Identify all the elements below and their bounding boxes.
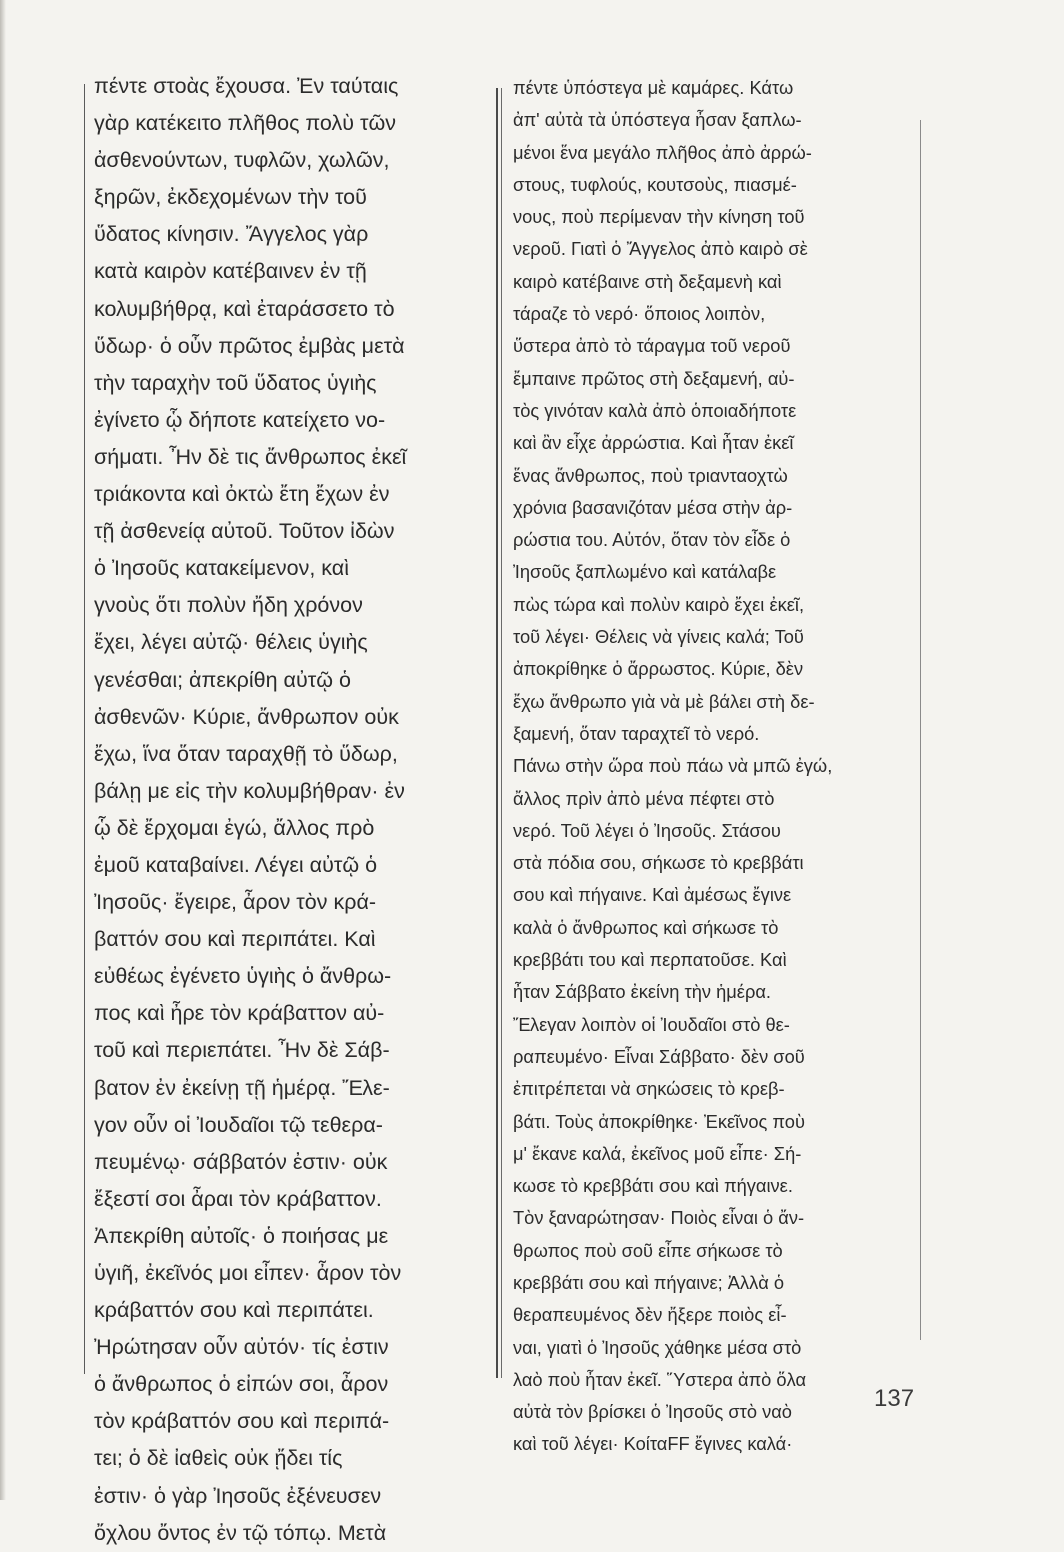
text-line: μ' ἔκανε καλά, ἐκεῖνος μοῦ εἶπε· Σή- bbox=[513, 1142, 802, 1164]
text-line: καὶ ἂν εἶχε ἀρρώστια. Καὶ ἦταν ἐκεῖ bbox=[513, 432, 794, 454]
text-line: ὕστερα ἀπὸ τὸ τάραγμα τοῦ νεροῦ bbox=[513, 335, 791, 357]
text-line: ἀσθενούντων, τυφλῶν, χωλῶν, bbox=[94, 148, 390, 173]
text-line: ὁ ἄνθρωπος ὁ εἰπών σοι, ἆρον bbox=[94, 1372, 389, 1397]
text-line: ἦταν Σάββατο ἐκείνη τὴν ἡμέρα. bbox=[513, 981, 771, 1003]
text-line: Ἠρώτησαν οὖν αὐτόν· τίς ἐστιν bbox=[94, 1335, 389, 1360]
text-line: Ἔλεγαν λοιπὸν οἱ Ἰουδαῖοι στὸ θε- bbox=[513, 1013, 790, 1035]
text-line: ἔχω ἄνθρωπο γιὰ νὰ μὲ βάλει στὴ δε- bbox=[513, 690, 815, 712]
text-line: ὄχλου ὄντος ἐν τῷ τόπῳ. Μετὰ bbox=[94, 1520, 387, 1545]
text-line: σήματι. Ἦν δὲ τις ἄνθρωπος ἐκεῖ bbox=[94, 444, 407, 469]
text-line: Τὸν ξαναρώτησαν· Ποιὸς εἶναι ὁ ἄν- bbox=[513, 1207, 805, 1229]
text-line: τοῦ καὶ περιεπάτει. Ἦν δὲ Σάβ- bbox=[94, 1038, 390, 1063]
text-line: τάραζε τὸ νερό· ὅποιος λοιπὸν, bbox=[513, 303, 766, 325]
text-line: γὰρ κατέκειτο πλῆθος πολὺ τῶν bbox=[94, 111, 396, 136]
text-line: ἐστιν· ὁ γὰρ Ἰησοῦς ἐξένευσεν bbox=[94, 1483, 382, 1508]
text-line: ἐπιτρέπεται νὰ σηκώσεις τὸ κρεβ- bbox=[513, 1078, 785, 1100]
text-line: πὼς τώρα καὶ πολὺν καιρὸ ἔχει ἐκεῖ, bbox=[513, 593, 805, 615]
text-line: ὕδατος κίνησιν. Ἄγγελος γὰρ bbox=[94, 222, 369, 247]
text-line: νερό. Τοῦ λέγει ὁ Ἰησοῦς. Στάσου bbox=[513, 819, 781, 841]
text-line: ὑγιῆ, ἐκεῖνός μοι εἶπεν· ἆρον τὸν bbox=[94, 1261, 402, 1285]
text-line: ἐμοῦ καταβαίνει. Λέγει αὐτῷ ὁ bbox=[94, 852, 378, 877]
page-number: 137 bbox=[874, 1385, 915, 1412]
text-line: σου καὶ πήγαινε. Καὶ ἀμέσως ἔγινε bbox=[513, 884, 792, 906]
text-line: νεροῦ. Γιατὶ ὁ Ἄγγελος ἀπὸ καιρὸ σὲ bbox=[513, 238, 808, 260]
text-line: κωσε τὸ κρεββάτι σου καὶ πήγαινε. bbox=[513, 1175, 793, 1197]
text-line: ραπευμένο· Εἶναι Σάββατο· δὲν σοῦ bbox=[513, 1045, 805, 1067]
text-line: στους, τυφλούς, κουτσοὺς, πιασμέ- bbox=[513, 173, 797, 195]
text-line: τὴν ταραχὴν τοῦ ὕδατος ὑγιὴς bbox=[94, 370, 377, 395]
text-line: ὕδωρ· ὁ οὖν πρῶτος ἐμβὰς μετὰ bbox=[94, 333, 405, 358]
text-line: θρωπος ποὺ σοῦ εἶπε σήκωσε τὸ bbox=[513, 1239, 783, 1261]
text-line: λαὸ ποὺ ἦταν ἐκεῖ. Ὕστερα ἀπὸ ὅλα bbox=[513, 1368, 807, 1390]
left-margin-rule bbox=[84, 84, 85, 1374]
text-line: Ἰησοῦς ξαπλωμένο καὶ κατάλαβε bbox=[513, 561, 777, 583]
text-line: τὸς γινόταν καλὰ ἀπὸ ὁποιαδήποτε bbox=[513, 399, 797, 421]
text-line: κρεββάτι σου καὶ πήγαινε; Ἀλλὰ ὁ bbox=[513, 1271, 785, 1293]
text-line: γενέσθαι; ἀπεκρίθη αὐτῷ ὁ bbox=[94, 667, 351, 692]
text-line: ἔξεστί σοι ἆραι τὸν κράβαττον. bbox=[94, 1186, 382, 1211]
text-line: χρόνια βασανιζόταν μέσα στὴν ἀρ- bbox=[513, 496, 793, 518]
text-line: βάλῃ με εἰς τὴν κολυμβήθραν· ἐν bbox=[94, 778, 405, 803]
text-line: καλὰ ὁ ἄνθρωπος καὶ σήκωσε τὸ bbox=[513, 916, 779, 938]
text-line: αὐτὰ τὸν βρίσκει ὁ Ἰησοῦς στὸ ναὸ bbox=[513, 1401, 792, 1423]
text-line: ἕνας ἄνθρωπος, ποὺ τριανταοχτὼ bbox=[513, 464, 788, 486]
ancient-greek-text-column bbox=[94, 68, 494, 1552]
text-line: τὸν κράβαττόν σου καὶ περιπά- bbox=[94, 1409, 390, 1434]
text-line: ξηρῶν, ἐκδεχομένων τὴν τοῦ bbox=[94, 185, 367, 210]
text-line: τει; ὁ δὲ ἰαθεὶς οὐκ ᾔδει τίς bbox=[94, 1446, 343, 1471]
text-line: ἄλλος πρὶν ἀπὸ μένα πέφτει στὸ bbox=[513, 787, 775, 809]
text-line: ὁ Ἰησοῦς κατακείμενον, καὶ bbox=[94, 556, 349, 581]
text-line: εὐθέως ἐγένετο ὑγιὴς ὁ ἄνθρω- bbox=[94, 964, 392, 989]
text-line: γνοὺς ὅτι πολὺν ἤδη χρόνον bbox=[94, 593, 363, 618]
page-edge-shadow bbox=[0, 0, 6, 1500]
text-line: καιρὸ κατέβαινε στὴ δεξαμενὴ καὶ bbox=[513, 270, 782, 292]
text-line: ρώστια του. Αὐτόν, ὅταν τὸν εἶδε ὁ bbox=[513, 529, 791, 551]
text-line: κολυμβήθρᾳ, καὶ ἐταράσσετο τὸ bbox=[94, 296, 395, 321]
text-line: ξαμενή, ὅταν ταραχτεῖ τὸ νερό. bbox=[513, 722, 760, 744]
text-line: τῇ ἀσθενείᾳ αὐτοῦ. Τοῦτον ἰδὼν bbox=[94, 519, 395, 544]
text-line: τοῦ λέγει· Θέλεις νὰ γίνεις καλά; Τοῦ bbox=[513, 626, 804, 648]
text-line: θεραπευμένος δὲν ἤξερε ποιὸς εἶ- bbox=[513, 1304, 787, 1326]
text-line: πος καὶ ἦρε τὸν κράβαττον αὐ- bbox=[94, 1001, 385, 1026]
text-line: ἀπ' αὐτὰ τὰ ὑπόστεγα ἦσαν ξαπλω- bbox=[513, 109, 802, 131]
text-line: ἀποκρίθηκε ὁ ἄρρωστος. Κύριε, δὲν bbox=[513, 658, 804, 680]
text-line: βατον ἐν ἐκείνῃ τῇ ἡμέρᾳ. Ἔλε- bbox=[94, 1075, 390, 1100]
text-line: Ἰησοῦς· ἔγειρε, ἆρον τὸν κρά- bbox=[94, 890, 377, 915]
column-divider-rule bbox=[496, 88, 498, 1378]
text-line: ἔμπαινε πρῶτος στὴ δεξαμενή, αὐ- bbox=[513, 367, 795, 389]
text-line: κράβαττόν σου καὶ περιπάτει. bbox=[94, 1298, 374, 1323]
text-line: κατὰ καιρὸν κατέβαινεν ἐν τῇ bbox=[94, 259, 367, 284]
text-line: ᾧ δὲ ἔρχομαι ἐγώ, ἄλλος πρὸ bbox=[94, 815, 375, 840]
text-line: κρεββάτι του καὶ περπατοῦσε. Καὶ bbox=[513, 949, 787, 971]
text-line: καὶ τοῦ λέγει· ΚοίταFF ἔγινες καλά· bbox=[513, 1433, 793, 1455]
modern-greek-translation-column bbox=[513, 72, 915, 1461]
text-line: ἔχει, λέγει αὐτῷ· θέλεις ὑγιὴς bbox=[94, 630, 368, 655]
text-line: πέντε στοὰς ἔχουσα. Ἐν ταύταις bbox=[94, 74, 399, 98]
right-margin-rule bbox=[920, 120, 921, 1340]
text-line: πέντε ὑπόστεγα μὲ καμάρες. Κάτω bbox=[513, 77, 794, 98]
text-line: βαττόν σου καὶ περιπάτει. Καὶ bbox=[94, 927, 376, 952]
text-line: πευμένῳ· σάββατόν ἐστιν· οὐκ bbox=[94, 1149, 388, 1174]
text-line: βάτι. Τοὺς ἀποκρίθηκε· Ἐκεῖνος ποὺ bbox=[513, 1110, 805, 1132]
text-line: στὰ πόδια σου, σήκωσε τὸ κρεββάτι bbox=[513, 852, 804, 874]
text-line: νους, ποὺ περίμεναν τὴν κίνηση τοῦ bbox=[513, 206, 805, 228]
text-line: ἀσθενῶν· Κύριε, ἄνθρωπον οὐκ bbox=[94, 704, 399, 729]
column-divider-rule-inner bbox=[501, 88, 502, 1378]
text-line: ἐγίνετο ᾧ δήποτε κατείχετο νο- bbox=[94, 407, 386, 432]
text-line: Πάνω στὴν ὥρα ποὺ πάω νὰ μπῶ ἐγώ, bbox=[513, 755, 833, 777]
text-line: ἔχω, ἵνα ὅταν ταραχθῇ τὸ ὕδωρ, bbox=[94, 741, 398, 766]
text-line: ναι, γιατὶ ὁ Ἰησοῦς χάθηκε μέσα στὸ bbox=[513, 1336, 802, 1358]
text-line: Ἀπεκρίθη αὐτοῖς· ὁ ποιήσας με bbox=[94, 1223, 389, 1248]
text-line: μένοι ἕνα μεγάλο πλῆθος ἀπὸ ἀρρώ- bbox=[513, 141, 812, 163]
text-line: γον οὖν οἱ Ἰουδαῖοι τῷ τεθερα- bbox=[94, 1112, 383, 1137]
text-line: τριάκοντα καὶ ὀκτὼ ἔτη ἔχων ἐν bbox=[94, 482, 390, 507]
